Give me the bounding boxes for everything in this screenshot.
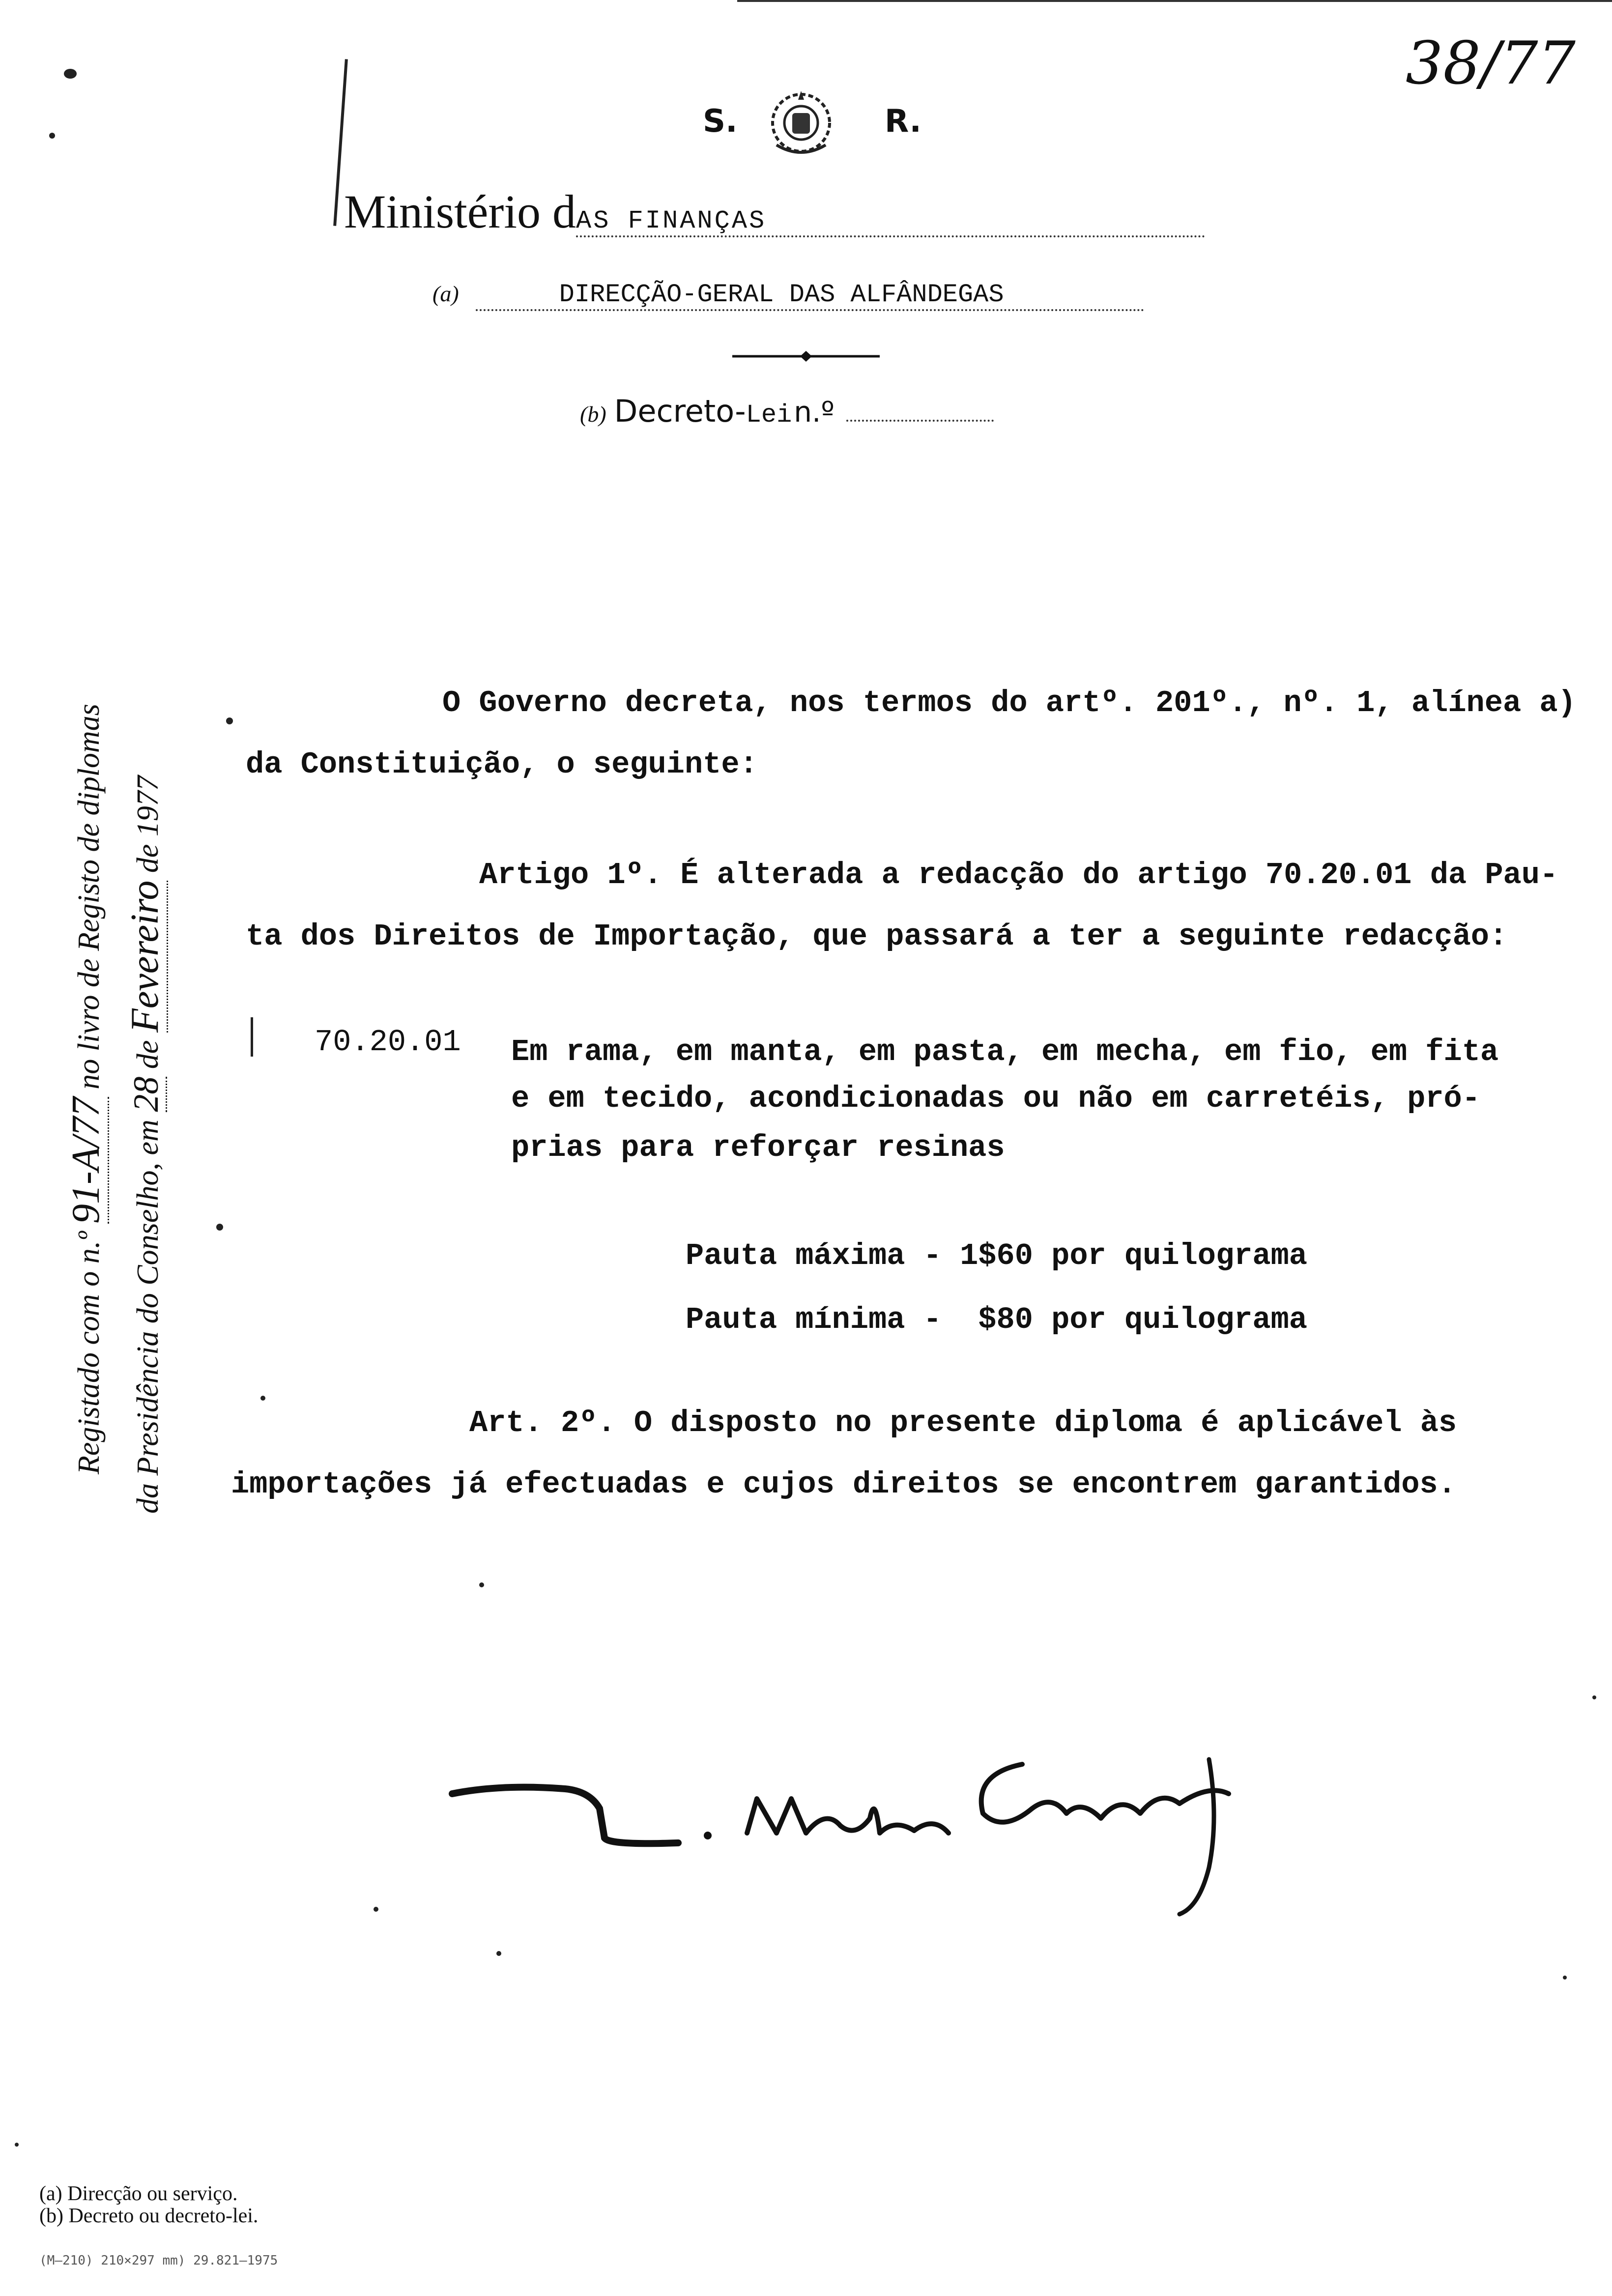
- footnote-a: (a) Direcção ou serviço.: [39, 2182, 238, 2205]
- scan-speck: [479, 1582, 484, 1587]
- article1-line2: ta dos Direitos de Importação, que passará a ter a seguinte redacção:: [246, 919, 1508, 954]
- scan-speck: [15, 2143, 19, 2147]
- diamond-divider: [732, 349, 880, 364]
- tariff-margin-stroke: [251, 1017, 253, 1057]
- article1-line1: Artigo 1º. É alterada a redacção do artigo 70.20.01 da Pau-: [479, 858, 1558, 892]
- ministry-fill: AS FINANÇAS: [576, 206, 1205, 237]
- min-rate: Pauta mínima - $80 por quilograma: [686, 1302, 1308, 1337]
- header-r: R.: [885, 103, 921, 140]
- ministry-line: [344, 184, 1278, 243]
- registration-number: 91-A/77: [64, 1097, 109, 1224]
- article2-line2: importações já efectuadas e cujos direitos se encontrem garantidos.: [231, 1467, 1456, 1502]
- decree-line: [580, 393, 994, 430]
- scan-speck: [1563, 1976, 1567, 1980]
- tariff-code: 70.20.01: [315, 1025, 461, 1060]
- top-edge-line: [737, 0, 1612, 2]
- intro-line1: O Governo decreta, nos termos do artº. 201º., nº. 1, alínea a): [442, 686, 1576, 720]
- directorate-mark: (a): [432, 281, 459, 306]
- tariff-line2: e em tecido, acondicionadas ou não em carretéis, pró-: [511, 1081, 1480, 1116]
- ministry-prefix: Ministério d: [344, 185, 576, 238]
- scan-speck: [64, 69, 77, 79]
- registration-day: 28: [126, 1077, 167, 1112]
- intro-line2: da Constituição, o seguinte:: [246, 747, 758, 782]
- margin-registration-line2: da Presidência do Conselho, em 28 de Fevereiro de 1977: [123, 580, 168, 1514]
- tariff-line3: prias para reforçar resinas: [511, 1130, 1005, 1165]
- margin-registration-line1: Registado com o n.º 91-A/77 no livro de Registo de diplomas: [64, 590, 109, 1474]
- decree-mark: (b): [580, 402, 606, 427]
- scan-speck: [496, 1951, 501, 1956]
- directorate-fill: DIRECÇÃO-GERAL DAS ALFÂNDEGAS: [476, 280, 1144, 311]
- scan-speck: [49, 133, 55, 139]
- print-code: (M–210) 210×297 mm) 29.821–1975: [39, 2253, 278, 2268]
- decree-prefix: Decreto-: [614, 393, 746, 429]
- registration-month: Fevereiro: [123, 881, 168, 1033]
- scan-speck: [1592, 1695, 1596, 1699]
- footnote-b: (b) Decreto ou decreto-lei.: [39, 2205, 259, 2227]
- signature-text: M. Medina Carreira: [1278, 1914, 1282, 1915]
- scan-speck: [216, 1224, 223, 1231]
- scan-speck: [260, 1396, 265, 1401]
- tariff-line1: Em rama, em manta, em pasta, em mecha, em fio, em fita: [511, 1034, 1499, 1069]
- scan-speck: [374, 1907, 378, 1912]
- directorate-line: [432, 280, 1199, 311]
- decree-fill: Lei: [746, 401, 792, 430]
- signature: [442, 1720, 1307, 1917]
- article2-line1: Art. 2º. O disposto no presente diploma é aplicável às: [469, 1406, 1457, 1440]
- decree-suffix: n.º: [794, 395, 835, 429]
- max-rate: Pauta máxima - 1$60 por quilograma: [686, 1238, 1308, 1273]
- coat-of-arms-seal: [767, 86, 835, 160]
- header-s: S.: [703, 103, 738, 140]
- decree-number-blank: [846, 395, 994, 422]
- scan-speck: [226, 718, 233, 724]
- page-number: 38/77: [1406, 29, 1576, 98]
